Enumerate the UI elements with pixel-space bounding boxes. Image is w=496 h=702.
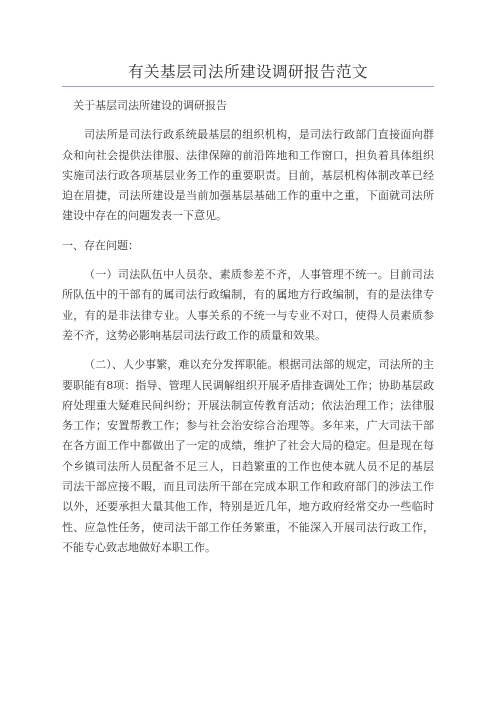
intro-paragraph: 司法所是司法行政系统最基层的组织机构，是司法行政部门直接面向群众和向社会提供法律服、法律保障的前沿阵地和工作窗口，担负着具体组织实施司法行政各项基层业务工作的重要职责。目前，基层机构体制改革已经迫在眉捷，司法所建设是当前加强基层基础工作的重中之重，下面就司法所建设中存在的问题发表一下意见。 [62, 128, 434, 223]
report-heading: 关于基层司法所建设的调研报告 [73, 99, 227, 112]
issue-paragraph-2: （二）、人少事繁，难以充分发挥职能。根据司法部的规定，司法所的主要职能有8项：指导、管理人民调解组织开展矛盾排查调处工作；协助基层政府处理重大疑难民间纠纷；开展法制宣传教育活动；依法治理工作；法律服务工作；安置帮教工作；参与社会治安综合治理等。多年来，广大司法干部在各方面工作中都做出了一定的成绩，维护了社会大局的稳定。但是现在每个乡镇司法所人员配备不足三人，日趋繁重的工作也使本就人员不足的基层司法干部应接不暇，而且司法所干部在完成本职工作和政府部门的涉法工作以外，还要承担大量其他工作，特别是近几年，地方政府经常交办一些临时性、应急性任务，使司法干部工作任务繁重，不能深入开展司法行政工作，不能专心致志地做好本职工作。 [62, 358, 434, 554]
title-divider [62, 86, 434, 87]
document-title: 有关基层司法所建设调研报告范文 [127, 63, 368, 81]
document-body [62, 96, 434, 567]
section-heading: 一、存在问题： [62, 238, 139, 252]
issue-paragraph-1: （一）司法队伍中人员杂、素质参差不齐，人事管理不统一。目前司法所队伍中的干部有的属司法行政编制，有的属地方行政编制，有的是法律专业，有的是非法律专业。人事关系的不统一与专业不对口，使得人员素质参差不齐，这势必影响基层司法行政工作的质量和效果。 [62, 268, 434, 342]
